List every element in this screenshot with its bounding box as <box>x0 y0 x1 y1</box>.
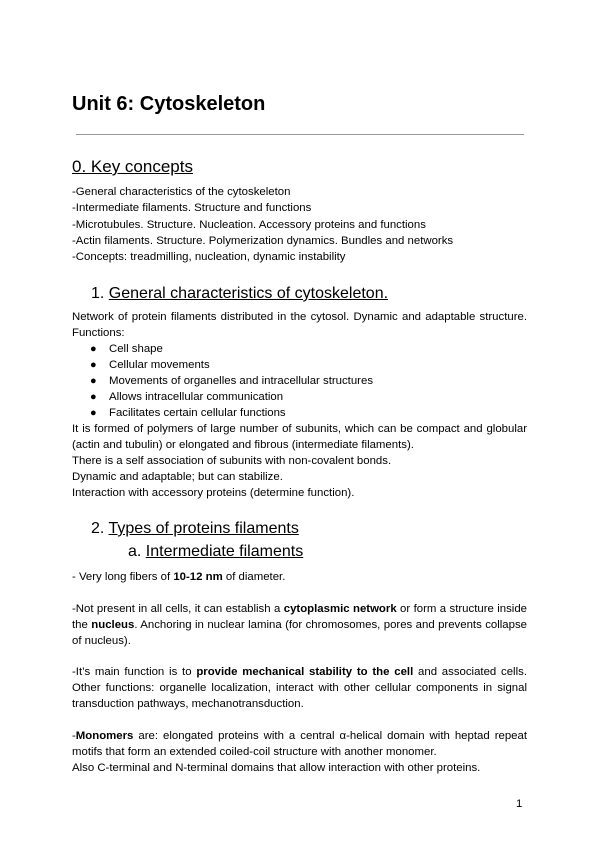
polymers-paragraph: It is formed of polymers of large number of subunits, which can be compact and globular (actin and tubulin) or elongated and fibrous (intermediate filaments). <box>72 423 527 451</box>
page-title: Unit 6: Cytoskeleton <box>72 93 266 115</box>
bullet-icon: ● <box>90 359 97 371</box>
key-concept-item: -Actin filaments. Structure. Polymerization dynamics. Bundles and networks <box>72 234 454 247</box>
self-association-line: There is a self association of subunits with non-covalent bonds. <box>72 455 392 467</box>
subsection-a-letter: a. <box>128 543 142 560</box>
key-concept-item: -Microtubules. Structure. Nucleation. Accessory proteins and functions <box>72 218 426 231</box>
section-1-number: 1. <box>91 285 105 302</box>
terminal-domains-paragraph: Also C-terminal and N-terminal domains that allow interaction with other proteins. <box>72 762 481 774</box>
bullet-icon: ● <box>90 343 97 355</box>
cytoplasmic-network-paragraph: -Not present in all cells, it can establish a cytoplasmic network or form a structure inside the nucleus. Anchoring in nuclear lamina (for chromosomes, pores and prevents collapse of nucleus). <box>72 603 528 647</box>
list-item: ● Facilitates certain cellular functions <box>90 407 286 419</box>
bullet-icon: ● <box>90 407 97 419</box>
main-function-paragraph: -It’s main function is to provide mechanical stability to the cell and associated cells. Other functions: organelle localization, interact with other cellular components in signal transduction pathways, mechanotransduction. <box>72 666 527 710</box>
fiber-diameter-paragraph: - Very long fibers of 10-12 nm of diameter. <box>72 571 286 583</box>
list-item: ● Cellular movements <box>90 359 210 371</box>
section-1-intro: Network of protein filaments distributed in the cytosol. Dynamic and adaptable structure. Functions: <box>72 311 527 339</box>
bullet-icon: ● <box>90 375 97 387</box>
key-concepts-list <box>72 184 532 265</box>
subsection-a-heading <box>128 542 303 562</box>
list-item: ● Allows intracellular communication <box>90 391 284 403</box>
dynamic-line: Dynamic and adaptable; but can stabilize. <box>72 471 283 483</box>
key-concept-item: -Intermediate filaments. Structure and functions <box>72 202 312 215</box>
page-number: 1 <box>516 798 523 810</box>
accessory-proteins-line: Interaction with accessory proteins (determine function). <box>72 487 355 499</box>
bullet-icon: ● <box>90 391 97 403</box>
monomers-paragraph: -Monomers are: elongated proteins with a central α-helical domain with heptad repeat motifs that form an extended coiled-coil structure with another monomer. <box>72 730 527 758</box>
section-2-number: 2. <box>91 520 105 537</box>
section-1-title: General characteristics of cytoskeleton. <box>108 285 389 302</box>
subsection-a-title: Intermediate filaments <box>145 543 304 560</box>
section-2-title: Types of proteins filaments <box>108 520 299 537</box>
section-2-heading <box>91 519 299 539</box>
section-0-heading: 0. Key concepts <box>72 157 193 176</box>
list-item: ● Cell shape <box>90 343 163 355</box>
list-item: ● Movements of organelles and intracellular structures <box>90 375 374 387</box>
key-concept-item: -General characteristics of the cytoskeleton <box>72 186 291 198</box>
functions-list <box>72 341 527 421</box>
section-1-body <box>72 309 527 501</box>
section-1-heading <box>91 284 388 304</box>
title-divider <box>76 134 524 135</box>
key-concept-item: -Concepts: treadmilling, nucleation, dynamic instability <box>72 251 346 264</box>
